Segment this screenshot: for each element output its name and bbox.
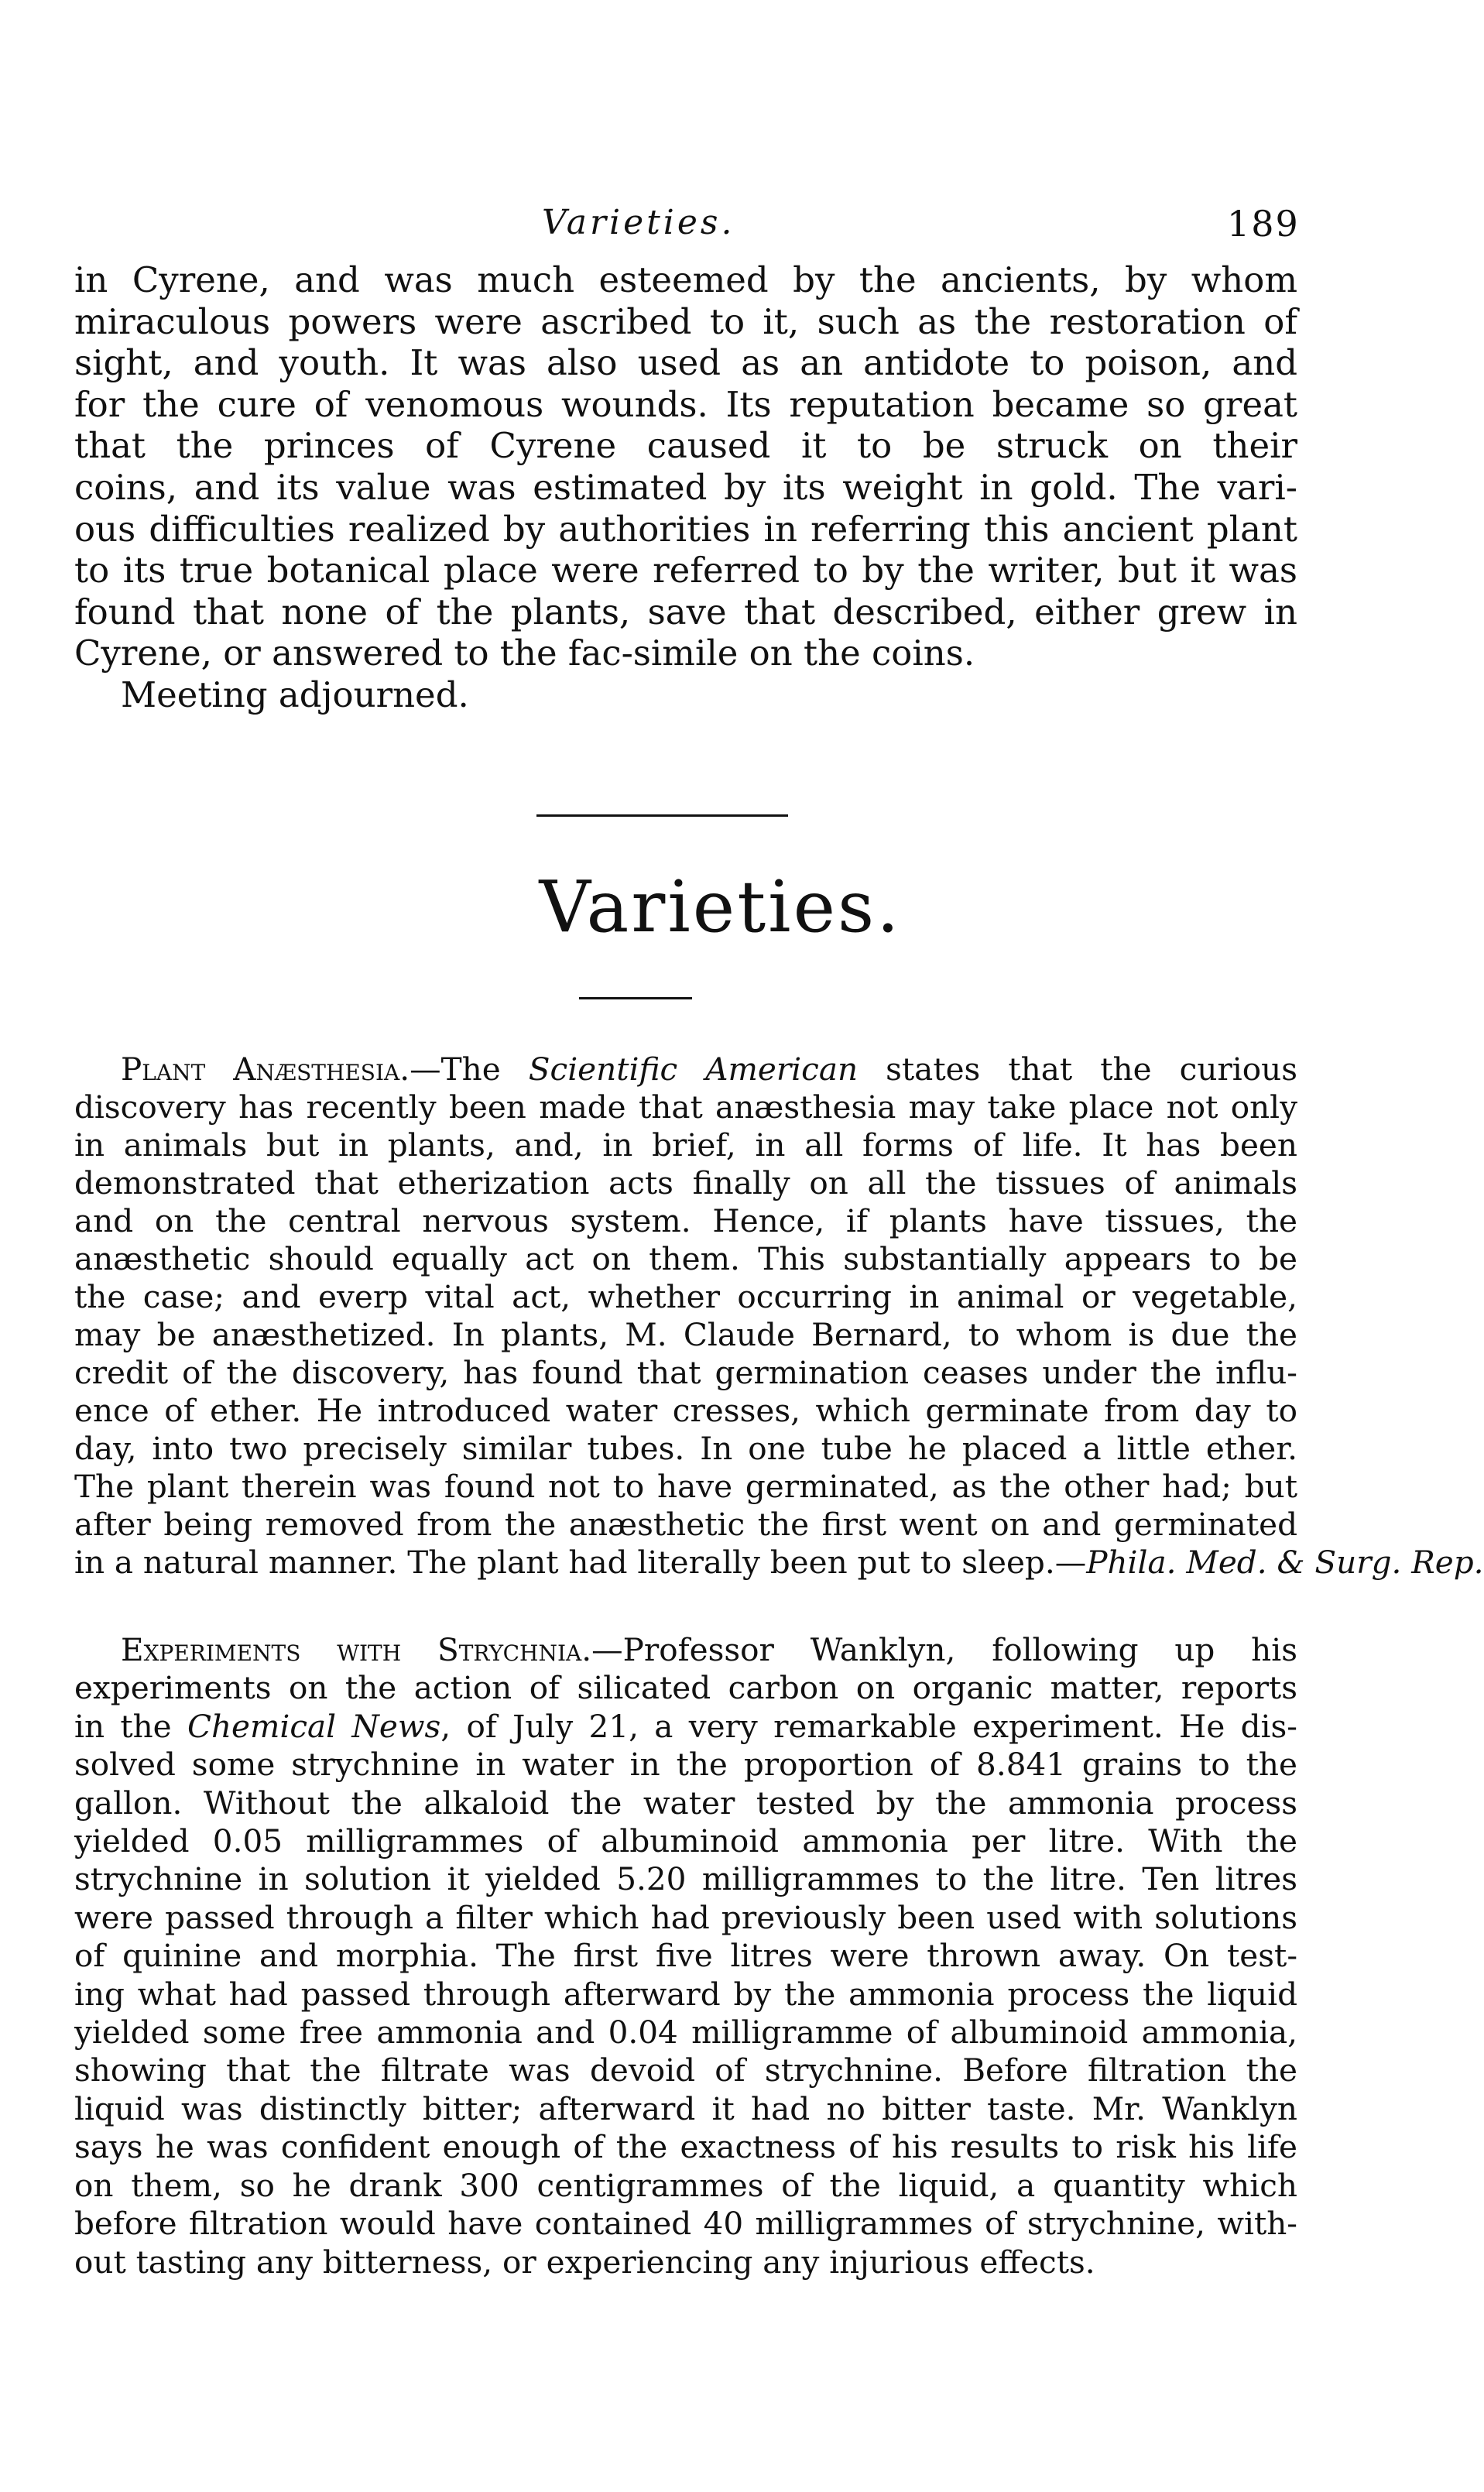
text-line: Cyrene, or answered to the fac-simile on the coins. (74, 632, 975, 674)
text-line: miraculous powers were ascribed to it, such as the restoration of (74, 300, 1297, 342)
text-line: the case; and everp vital act, whether occurring in animal or vegetable, (74, 1278, 1297, 1315)
text-line: anæsthetic should equally act on them. This substantially appears to be (74, 1240, 1297, 1277)
text-line: ing what had passed through afterward by the ammonia process the liquid (74, 1975, 1297, 2013)
section-heading: Varieties. (539, 866, 902, 948)
text-line: of quinine and morphia. The first five litres were thrown away. On test- (74, 1937, 1297, 1975)
text-line: sight, and youth. It was also used as an antidote to poison, and (74, 342, 1297, 384)
text-line: yielded 0.05 milligrammes of albuminoid ammonia per litre. With the (74, 1822, 1297, 1860)
text-line: liquid was distinctly bitter; afterward it had no bitter taste. Mr. Wanklyn (74, 2089, 1297, 2127)
text-line: that the princes of Cyrene caused it to be struck on their (74, 425, 1297, 467)
section-rule-top (536, 814, 788, 817)
text-line: to its true botanical place were referred to by the writer, but it was (74, 550, 1297, 591)
text-line: solved some strychnine in water in the proportion of 8.841 grains to the (74, 1746, 1297, 1784)
text-line: day, into two precisely similar tubes. In one tube he placed a little ether. (74, 1430, 1297, 1467)
text-line: on them, so he drank 300 centigrammes of the liquid, a quantity which (74, 2166, 1297, 2204)
text-line: says he was confident enough of the exactness of his results to risk his life (74, 2128, 1297, 2166)
item-title: Plant Anæsthesia. (121, 1051, 410, 1088)
meeting-adjourned: Meeting adjourned. (121, 674, 469, 715)
text-line: after being removed from the anæsthetic the first went on and germinated (74, 1506, 1297, 1543)
text-line: out tasting any bitterness, or experiencing any injurious effects. (74, 2243, 1095, 2281)
text-line: ous difficulties realized by authorities in referring this ancient plant (74, 508, 1297, 550)
text-line: credit of the discovery, has found that germination ceases under the influ- (74, 1354, 1297, 1391)
text-line: The plant therein was found not to have germinated, as the other had; but (74, 1468, 1297, 1505)
running-title: Varieties. (542, 203, 735, 242)
text-line: may be anæsthetized. In plants, M. Claude Bernard, to whom is due the (74, 1316, 1297, 1353)
text-line: strychnine in solution it yielded 5.20 milligrammes to the litre. Ten litres (74, 1860, 1297, 1898)
journal-name: Scientific American (528, 1051, 859, 1088)
item-title: Experiments with Strychnia. (121, 1631, 592, 1668)
text-line: in Cyrene, and was much esteemed by the ancients, by whom (74, 259, 1297, 300)
meeting-paragraph (74, 259, 1297, 716)
page-number: 189 (1227, 203, 1300, 245)
text-line: demonstrated that etherization acts finally on all the tissues of animals (74, 1164, 1297, 1201)
text-line: discovery has recently been made that anæsthesia may take place not only (74, 1088, 1297, 1126)
text-line: yielded some free ammonia and 0.04 milligramme of albuminoid ammonia, (74, 2014, 1297, 2052)
text-line: ence of ether. He introduced water cresses, which germinate from day to (74, 1392, 1297, 1429)
text-line: found that none of the plants, save that described, either grew in (74, 591, 1297, 632)
item-plant-anaesthesia (74, 1051, 1484, 1582)
text-line: were passed through a filter which had previously been used with solutions (74, 1898, 1297, 1936)
text-line: experiments on the action of silicated carbon on organic matter, reports (74, 1669, 1297, 1707)
text-line-with-journal: in the Chemical News, of July 21, a very remarkable experiment. He dis- (74, 1707, 1297, 1745)
section-rule-bottom (579, 997, 692, 999)
source-citation: Phila. Med. & Surg. Rep. (1086, 1544, 1484, 1581)
text-line: showing that the filtrate was devoid of strychnine. Before filtration the (74, 2052, 1297, 2089)
text-line: coins, and its value was estimated by its weight in gold. The vari- (74, 466, 1297, 508)
text-line-with-source: in a natural manner. The plant had literally been put to sleep.—Phila. Med. & Surg. Rep. (74, 1544, 1484, 1581)
item-experiments-strychnia (74, 1631, 1297, 2281)
text-line: before filtration would have contained 40 milligrammes of strychnine, with- (74, 2205, 1297, 2243)
text-line: gallon. Without the alkaloid the water tested by the ammonia process (74, 1784, 1297, 1822)
item-first-line: Experiments with Strychnia.—Professor Wanklyn, following up his (121, 1631, 1298, 1668)
text-line: and on the central nervous system. Hence, if plants have tissues, the (74, 1202, 1297, 1239)
item-first-line: Plant Anæsthesia.—The Scientific American states that the curious (121, 1051, 1297, 1088)
journal-name: Chemical News (187, 1707, 441, 1745)
text-line: in animals but in plants, and, in brief, in all forms of life. It has been (74, 1126, 1297, 1164)
running-head (0, 203, 1441, 249)
text-line: for the cure of venomous wounds. Its reputation became so great (74, 383, 1297, 425)
